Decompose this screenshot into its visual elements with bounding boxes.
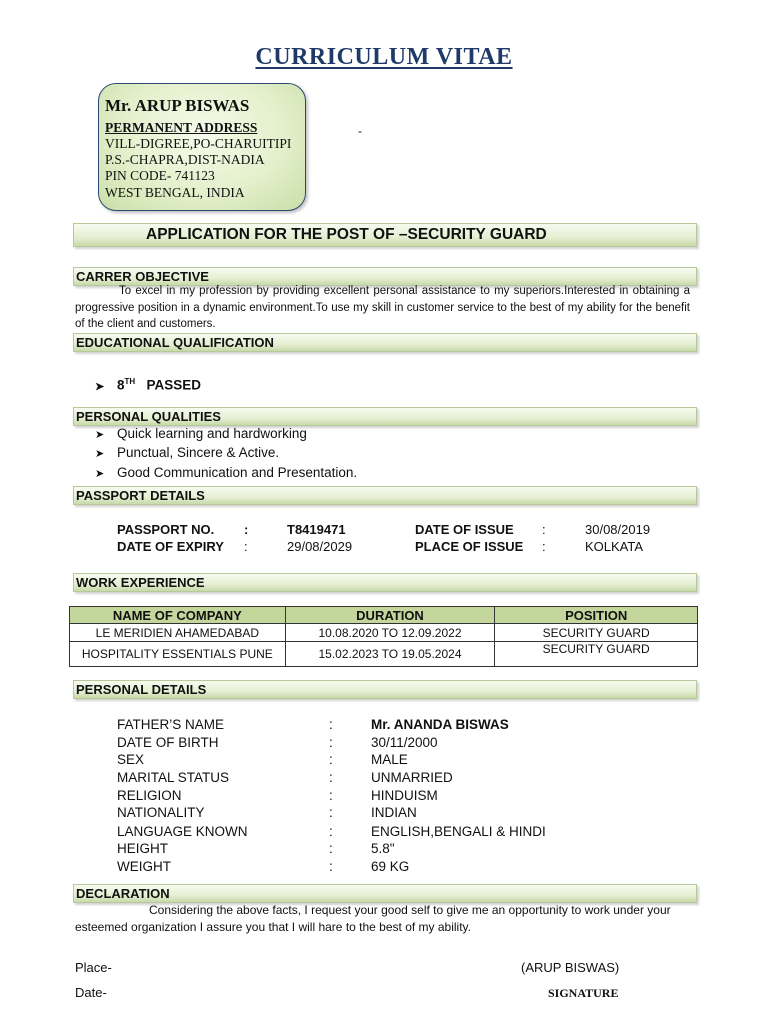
colon: :	[244, 539, 248, 554]
arrow-bullet-icon: ➤	[95, 468, 105, 480]
section-heading: CARRER OBJECTIVE	[76, 269, 209, 284]
address-line: WEST BENGAL, INDIA	[105, 185, 245, 200]
quality-text: Good Communication and Presentation.	[117, 465, 358, 480]
detail-label: RELIGION	[117, 788, 182, 803]
colon: :	[329, 735, 333, 750]
colon: :	[329, 859, 333, 874]
passport-no-label: PASSPORT NO.	[117, 522, 215, 537]
quality-text: Quick learning and hardworking	[117, 426, 307, 441]
colon: :	[329, 770, 333, 785]
column-header: NAME OF COMPANY	[70, 607, 286, 624]
colon: :	[542, 539, 546, 554]
declaration-paragraph	[75, 902, 690, 936]
table-cell: 10.08.2020 TO 12.09.2022	[285, 624, 495, 642]
detail-value: HINDUISM	[371, 788, 438, 803]
quality-text: Punctual, Sincere & Active.	[117, 445, 280, 460]
stray-mark: -	[358, 124, 362, 138]
detail-label: FATHER’S NAME	[117, 717, 225, 732]
section-heading: PASSPORT DETAILS	[76, 488, 205, 503]
detail-value: MALE	[371, 752, 408, 767]
quality-item	[95, 465, 357, 480]
document-title: CURRICULUM VITAE	[255, 44, 513, 70]
colon: :	[244, 522, 249, 537]
signer-name: (ARUP BISWAS)	[521, 960, 620, 975]
table-row	[70, 642, 698, 667]
education-status: PASSED	[146, 377, 201, 393]
address-heading: PERMANENT ADDRESS	[105, 120, 258, 135]
colon: :	[329, 788, 333, 803]
education-grade: 8	[117, 377, 125, 393]
detail-label: MARITAL STATUS	[117, 770, 230, 785]
detail-value: 30/11/2000	[371, 735, 438, 750]
detail-value: UNMARRIED	[371, 770, 453, 785]
issue-place-label: PLACE OF ISSUE	[415, 539, 524, 554]
section-declaration	[73, 884, 697, 903]
signature-label: SIGNATURE	[548, 986, 619, 1000]
issue-place-value: KOLKATA	[585, 539, 644, 554]
table-cell: HOSPITALITY ESSENTIALS PUNE	[70, 642, 286, 667]
table-row	[70, 624, 698, 642]
contact-box	[98, 83, 306, 211]
colon: :	[329, 805, 333, 820]
colon: :	[329, 824, 333, 839]
issue-date-label: DATE OF ISSUE	[415, 522, 514, 537]
column-header: POSITION	[495, 607, 698, 624]
quality-item	[95, 426, 307, 441]
section-qualities	[73, 407, 697, 426]
section-work	[73, 573, 697, 592]
address-line: PIN CODE- 741123	[105, 168, 215, 183]
table-header-row	[70, 607, 698, 624]
passport-no-value: T8419471	[287, 522, 346, 537]
table-cell: 15.02.2023 TO 19.05.2024	[285, 642, 495, 667]
colon: :	[542, 522, 546, 537]
detail-value: Mr. ANANDA BISWAS	[371, 717, 509, 732]
place-label: Place-	[75, 960, 112, 975]
arrow-bullet-icon: ➤	[95, 429, 105, 441]
section-heading: EDUCATIONAL QUALIFICATION	[76, 335, 274, 350]
detail-label: DATE OF BIRTH	[117, 735, 219, 750]
detail-label: WEIGHT	[117, 859, 171, 874]
section-heading: WORK EXPERIENCE	[76, 575, 205, 590]
section-personal	[73, 680, 697, 699]
detail-value: 5.8"	[371, 841, 395, 856]
column-header: DURATION	[285, 607, 495, 624]
date-label: Date-	[75, 985, 107, 1000]
table-cell: SECURITY GUARD	[495, 642, 698, 667]
detail-label: SEX	[117, 752, 145, 767]
address-line: P.S.-CHAPRA,DIST-NADIA	[105, 152, 265, 167]
education-grade-suffix: TH	[124, 377, 136, 386]
colon: :	[329, 841, 333, 856]
declaration-text: Considering the above facts, I request your good self to give me an opportunity to work under your esteemed organization I assure you that I will hare to the best of my ability.	[75, 903, 671, 934]
colon: :	[329, 752, 333, 767]
address-line: VILL-DIGREE,PO-CHARUITIPI	[105, 136, 292, 151]
arrow-bullet-icon: ➤	[95, 448, 105, 460]
table-cell: SECURITY GUARD	[495, 624, 698, 642]
section-heading: PERSONAL QUALITIES	[76, 409, 221, 424]
detail-label: LANGUAGE KNOWN	[117, 824, 248, 839]
detail-value: ENGLISH,BENGALI & HINDI	[371, 824, 546, 839]
section-education	[73, 333, 697, 352]
colon: :	[329, 717, 333, 732]
arrow-bullet-icon: ➤	[95, 380, 105, 393]
section-passport	[73, 486, 697, 505]
education-item	[95, 377, 201, 393]
detail-label: NATIONALITY	[117, 805, 205, 820]
table-cell: LE MERIDIEN AHAMEDABAD	[70, 624, 286, 642]
quality-item	[95, 445, 279, 460]
detail-label: HEIGHT	[117, 841, 169, 856]
expiry-date-value: 29/08/2029	[287, 539, 353, 554]
section-heading: PERSONAL DETAILS	[76, 682, 207, 697]
candidate-name: Mr. ARUP BISWAS	[105, 96, 250, 115]
objective-paragraph	[75, 283, 690, 333]
issue-date-value: 30/08/2019	[585, 522, 651, 537]
objective-text: To excel in my profession by providing excellent personal assistance to my superiors.Interested in obtaining a progressive position in a dynamic environment.To use my skill in customer service to the best of my ability for the benefit of the client and customers.	[75, 285, 690, 330]
application-banner	[73, 223, 697, 247]
expiry-date-label: DATE OF EXPIRY	[117, 539, 224, 554]
section-heading: DECLARATION	[76, 886, 170, 901]
application-title: APPLICATION FOR THE POST OF –SECURITY GUARD	[146, 226, 547, 243]
detail-value: 69 KG	[371, 859, 410, 874]
work-experience-table	[69, 606, 698, 667]
detail-value: INDIAN	[371, 805, 417, 820]
